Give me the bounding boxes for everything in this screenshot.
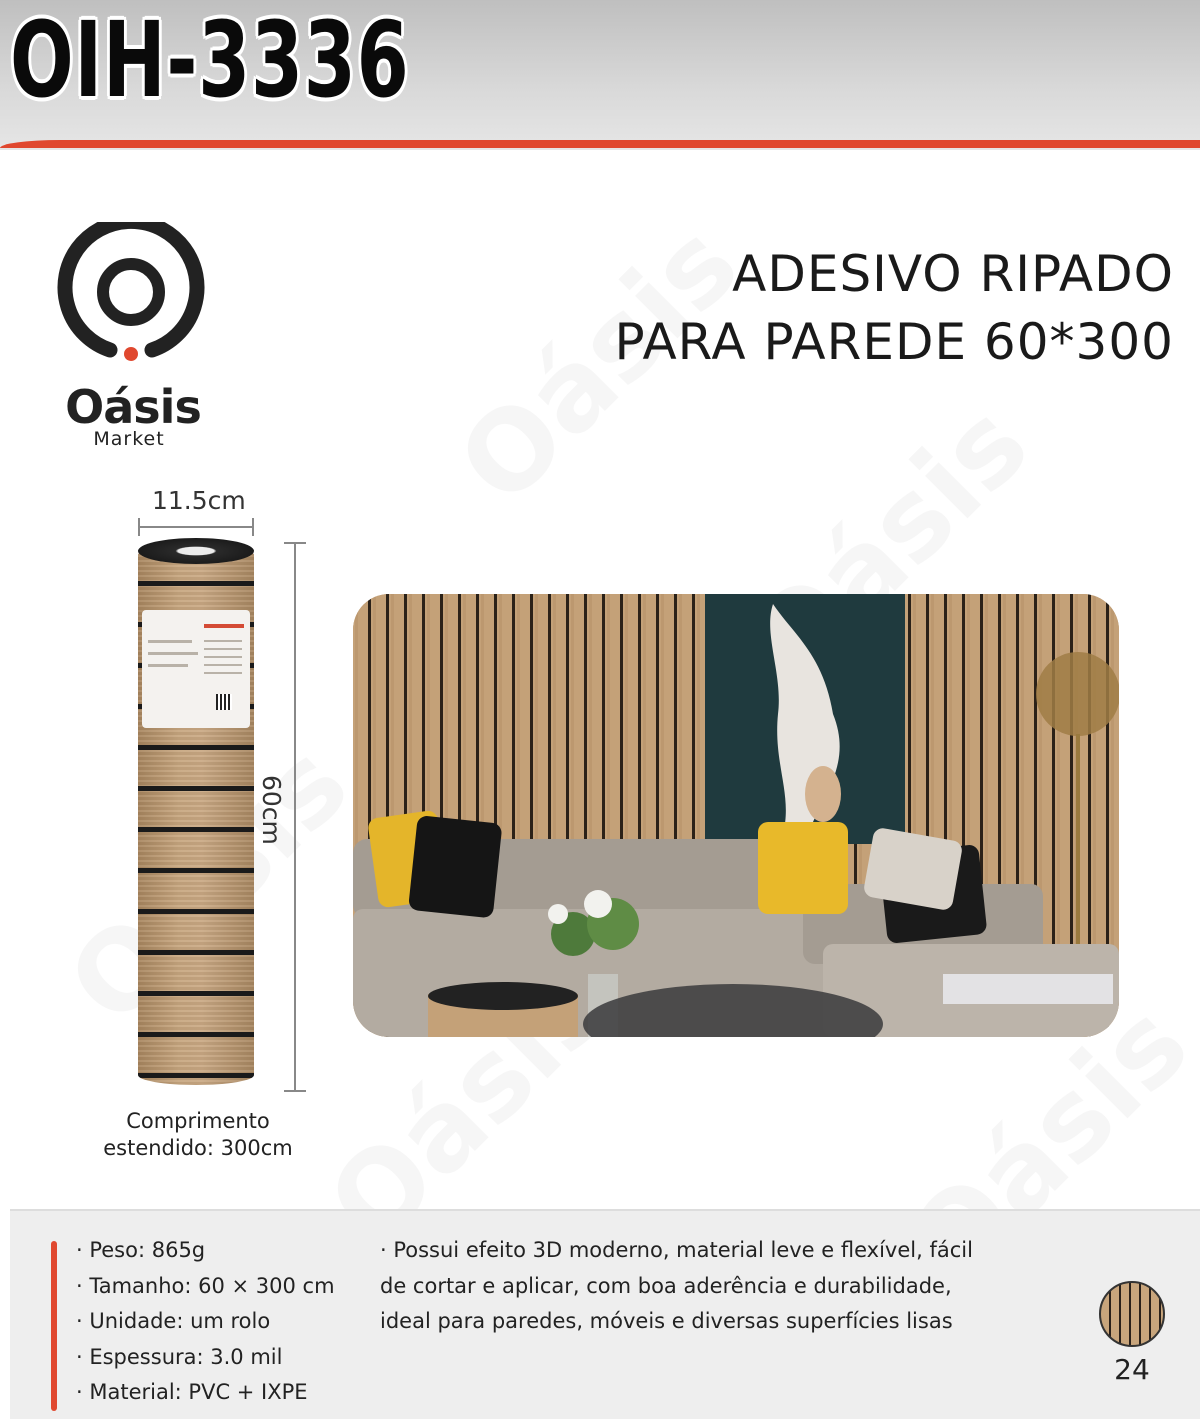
- width-label: 11.5cm: [152, 486, 246, 515]
- spec-material: · Material: PVC + IXPE: [76, 1380, 308, 1404]
- spec-size: · Tamanho: 60 × 300 cm: [76, 1273, 335, 1298]
- product-title: [614, 240, 1174, 376]
- title-line-2: PARA PAREDE 60*300: [614, 313, 1174, 371]
- spec-accent-bar: [51, 1241, 57, 1411]
- spec-thickness: · Espessura: 3.0 mil: [76, 1344, 283, 1369]
- product-code: OIH-3336: [10, 0, 410, 121]
- width-tick-left: [138, 518, 140, 536]
- roll-top: [138, 538, 254, 564]
- brand-sub: Market: [93, 428, 165, 450]
- caption-line-1: Comprimento: [126, 1109, 270, 1133]
- height-tick-top: [284, 542, 306, 544]
- product-roll: [128, 486, 328, 1090]
- oasis-logo-icon: [48, 222, 218, 382]
- product-description: · Possui efeito 3D moderno, material leve e flexível, fácil de cortar e aplicar, com boa aderência e durabilidade, ideal para paredes, móveis e diversas superfícies lisas: [380, 1238, 973, 1333]
- header-accent-line: [0, 140, 1200, 148]
- height-tick-bottom: [284, 1090, 306, 1092]
- living-room-image: [353, 594, 1119, 1037]
- title-line-1: ADESIVO RIPADO: [732, 245, 1174, 303]
- width-arrow: [138, 526, 254, 528]
- extended-length-caption: [78, 1108, 318, 1162]
- height-label: 60cm: [257, 775, 286, 845]
- width-tick-right: [252, 518, 254, 536]
- wood-swatch-icon: [1099, 1281, 1165, 1347]
- brand-name: Oásis: [65, 380, 201, 434]
- spec-weight: · Peso: 865g: [76, 1238, 206, 1262]
- swatch-count: 24: [1114, 1353, 1150, 1386]
- caption-line-2: estendido: 300cm: [103, 1136, 293, 1160]
- spec-unit: · Unidade: um rolo: [76, 1309, 271, 1333]
- roll-package-label: [142, 610, 250, 728]
- brand-logo: [48, 222, 218, 452]
- height-arrow: [294, 542, 296, 1092]
- room-photo: [353, 594, 1119, 1037]
- spec-list: [76, 1233, 335, 1411]
- spec-panel: [10, 1209, 1200, 1419]
